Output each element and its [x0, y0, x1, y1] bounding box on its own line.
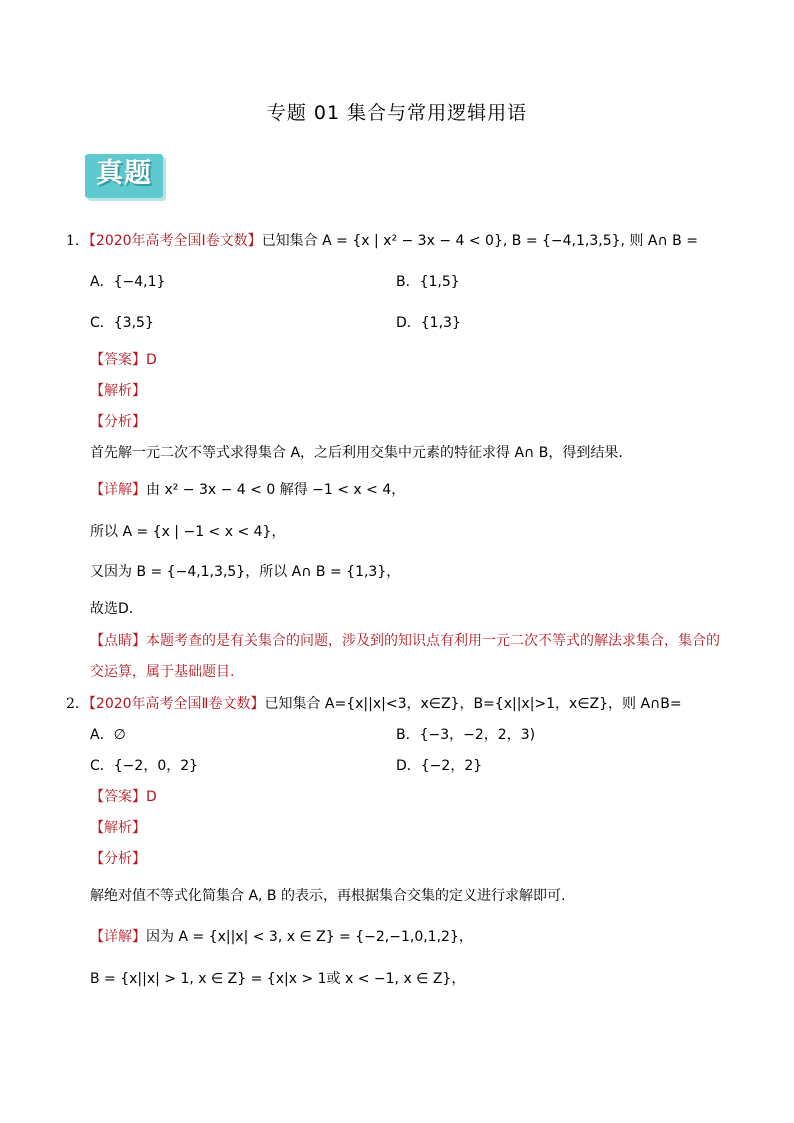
question-1-fenxi-text: 首先解一元二次不等式求得集合 A，之后利用交集中元素的特征求得 A∩ B，得到结果.: [90, 445, 623, 461]
question-1-detail-line-4: 故选D．: [90, 601, 143, 617]
question-1-source: 【2020年高考全国Ⅰ卷文数】: [88, 233, 262, 249]
question-2-answer: [90, 790, 157, 804]
real-exam-badge: [81, 150, 166, 202]
question-1-detail-line-1: [90, 483, 405, 497]
question-1-option-a: A．{−4,1}: [90, 274, 166, 290]
question-1-detail-line-3: 又因为 B = {−4,1,3,5}，所以 A∩ B = {1,3}，: [90, 564, 401, 580]
question-2-stem: 已知集合 A={x||x|<3，x∈Z}，B={x||x|>1，x∈Z}，则 A∩B=: [264, 696, 682, 712]
answer-value: D: [146, 789, 157, 805]
detail-text: 由 x² − 3x − 4 < 0 解得 −1 < x < 4，: [146, 482, 406, 498]
question-1-number: 1．: [66, 233, 89, 249]
question-1-option-d: D．{1,3}: [396, 315, 461, 331]
question-1-point-line-1: [90, 634, 720, 648]
question-2-number: 2．: [66, 696, 89, 712]
question-1-fenxi-label: 【分析】: [90, 414, 146, 430]
question-2-stem-line: [66, 697, 682, 711]
question-2-analysis-label: 【解析】: [90, 820, 146, 836]
detail-label: 【详解】: [90, 929, 146, 945]
point-label: 【点睛】: [90, 633, 146, 649]
badge-label: 真题: [96, 158, 152, 189]
page-title: 专题 01 集合与常用逻辑用语: [266, 102, 528, 124]
detail-text: 因为 A = {x||x| < 3, x ∈ Z} = {−2,−1,0,1,2}，: [146, 929, 473, 945]
question-1-option-b: B．{1,5}: [396, 274, 460, 290]
detail-label: 【详解】: [90, 482, 146, 498]
question-2-option-a: A．∅: [90, 727, 126, 743]
question-1-point-line-2: 交运算，属于基础题目.: [90, 664, 235, 680]
question-2-source: 【2020年高考全国Ⅱ卷文数】: [88, 696, 265, 712]
question-1-stem: 已知集合 A = {x | x² − 3x − 4 < 0}, B = {−4,1,3,5}, 则 A∩ B =: [261, 233, 698, 249]
question-1-answer: [90, 353, 157, 367]
question-2-option-d: D．{−2，2}: [396, 758, 483, 774]
question-1-option-c: C．{3,5}: [90, 315, 154, 331]
point-text: 本题考查的是有关集合的问题，涉及到的知识点有利用一元二次不等式的解法求集合，集合的: [146, 633, 720, 649]
question-1-analysis-label: 【解析】: [90, 383, 146, 399]
question-2-fenxi-label: 【分析】: [90, 851, 146, 867]
question-2-option-c: C．{−2，0，2}: [90, 758, 199, 774]
question-2-detail-line-2: B = {x||x| > 1, x ∈ Z} = {x|x > 1或 x < −1, x ∈ Z}，: [90, 971, 466, 987]
question-2-detail-line-1: [90, 930, 473, 944]
answer-label: 【答案】: [90, 352, 146, 368]
question-1-detail-line-2: 所以 A = {x | −1 < x < 4}，: [90, 524, 286, 540]
question-2-fenxi-text: 解绝对值不等式化简集合 A, B 的表示，再根据集合交集的定义进行求解即可.: [90, 888, 566, 904]
answer-value: D: [146, 352, 157, 368]
question-2-option-b: B．{−3，−2，2，3): [396, 727, 536, 743]
answer-label: 【答案】: [90, 789, 146, 805]
question-1-stem-line: [66, 234, 698, 248]
